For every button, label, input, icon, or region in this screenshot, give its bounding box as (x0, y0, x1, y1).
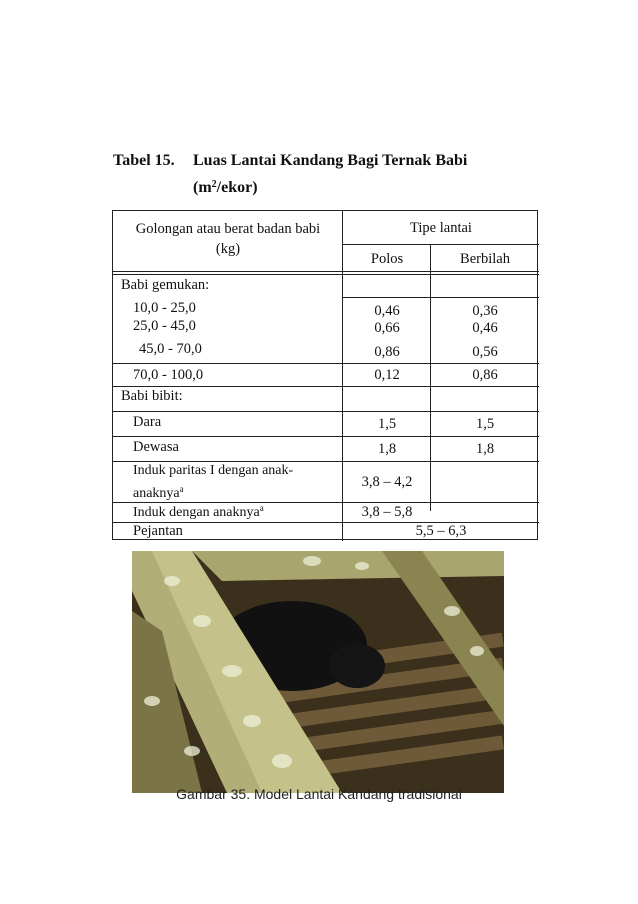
table-cell-polos: 1,5 (377, 416, 397, 432)
table-title: Luas Lantai Kandang Bagi Ternak Babi (193, 152, 468, 169)
table-cell-polos: 0,66 (374, 320, 400, 336)
table-row-label: 45,0 - 70,0 (139, 341, 202, 357)
table-cell-berbilah: 1,5 (475, 416, 495, 432)
pig-pen-photo (132, 551, 504, 793)
table-cell-polos: 1,8 (377, 441, 397, 457)
header-golongan: Golongan atau berat badan babi (kg) (135, 221, 321, 257)
table-cell-berbilah: 1,8 (475, 441, 495, 457)
table-unit: $(m^2/ekor)$ (193, 179, 258, 196)
section-babi-bibit: Babi bibit: (121, 388, 183, 404)
table-cell-berbilah: 0,46 (472, 320, 498, 336)
table-cell-polos: 0,46 (374, 303, 400, 319)
floor-area-table (112, 210, 538, 540)
table-cell-berbilah: 0,56 (472, 344, 498, 360)
pejantan-value: 5,5 – 6,3 (415, 523, 467, 539)
table-caption (113, 149, 553, 200)
header-tipe-lantai: Tipe lantai (410, 220, 472, 236)
table-row-label: Dara (133, 414, 162, 430)
induk-paritas-label: Induk paritas I dengan anak- anaknya$^a$ (133, 463, 294, 501)
table-row-label: 10,0 - 25,0 (133, 300, 196, 316)
table-cell-polos: 0,86 (374, 344, 400, 360)
figure-caption: Gambar 35. Model Lantai Kandang tradisional (176, 786, 462, 802)
table-row-label: 70,0 - 100,0 (133, 367, 204, 383)
table-cell-berbilah: 0,86 (472, 367, 498, 383)
pejantan-label: Pejantan (133, 523, 183, 539)
table-number: Tabel 15. (113, 152, 175, 169)
header-polos: Polos (370, 251, 404, 267)
table-row-label: Dewasa (133, 439, 179, 455)
table-cell-polos: 0,12 (374, 367, 400, 383)
table-row-label: 25,0 - 45,0 (133, 318, 196, 334)
section-babi-gemukan: Babi gemukan: (121, 277, 210, 293)
induk-label: Induk dengan anaknya$^a$ (133, 503, 264, 520)
induk-value: 3,8 – 5,8 (361, 504, 413, 520)
header-berbilah: Berbilah (460, 251, 510, 267)
induk-paritas-value: 3,8 – 4,2 (361, 474, 413, 490)
table-cell-berbilah: 0,36 (472, 303, 498, 319)
